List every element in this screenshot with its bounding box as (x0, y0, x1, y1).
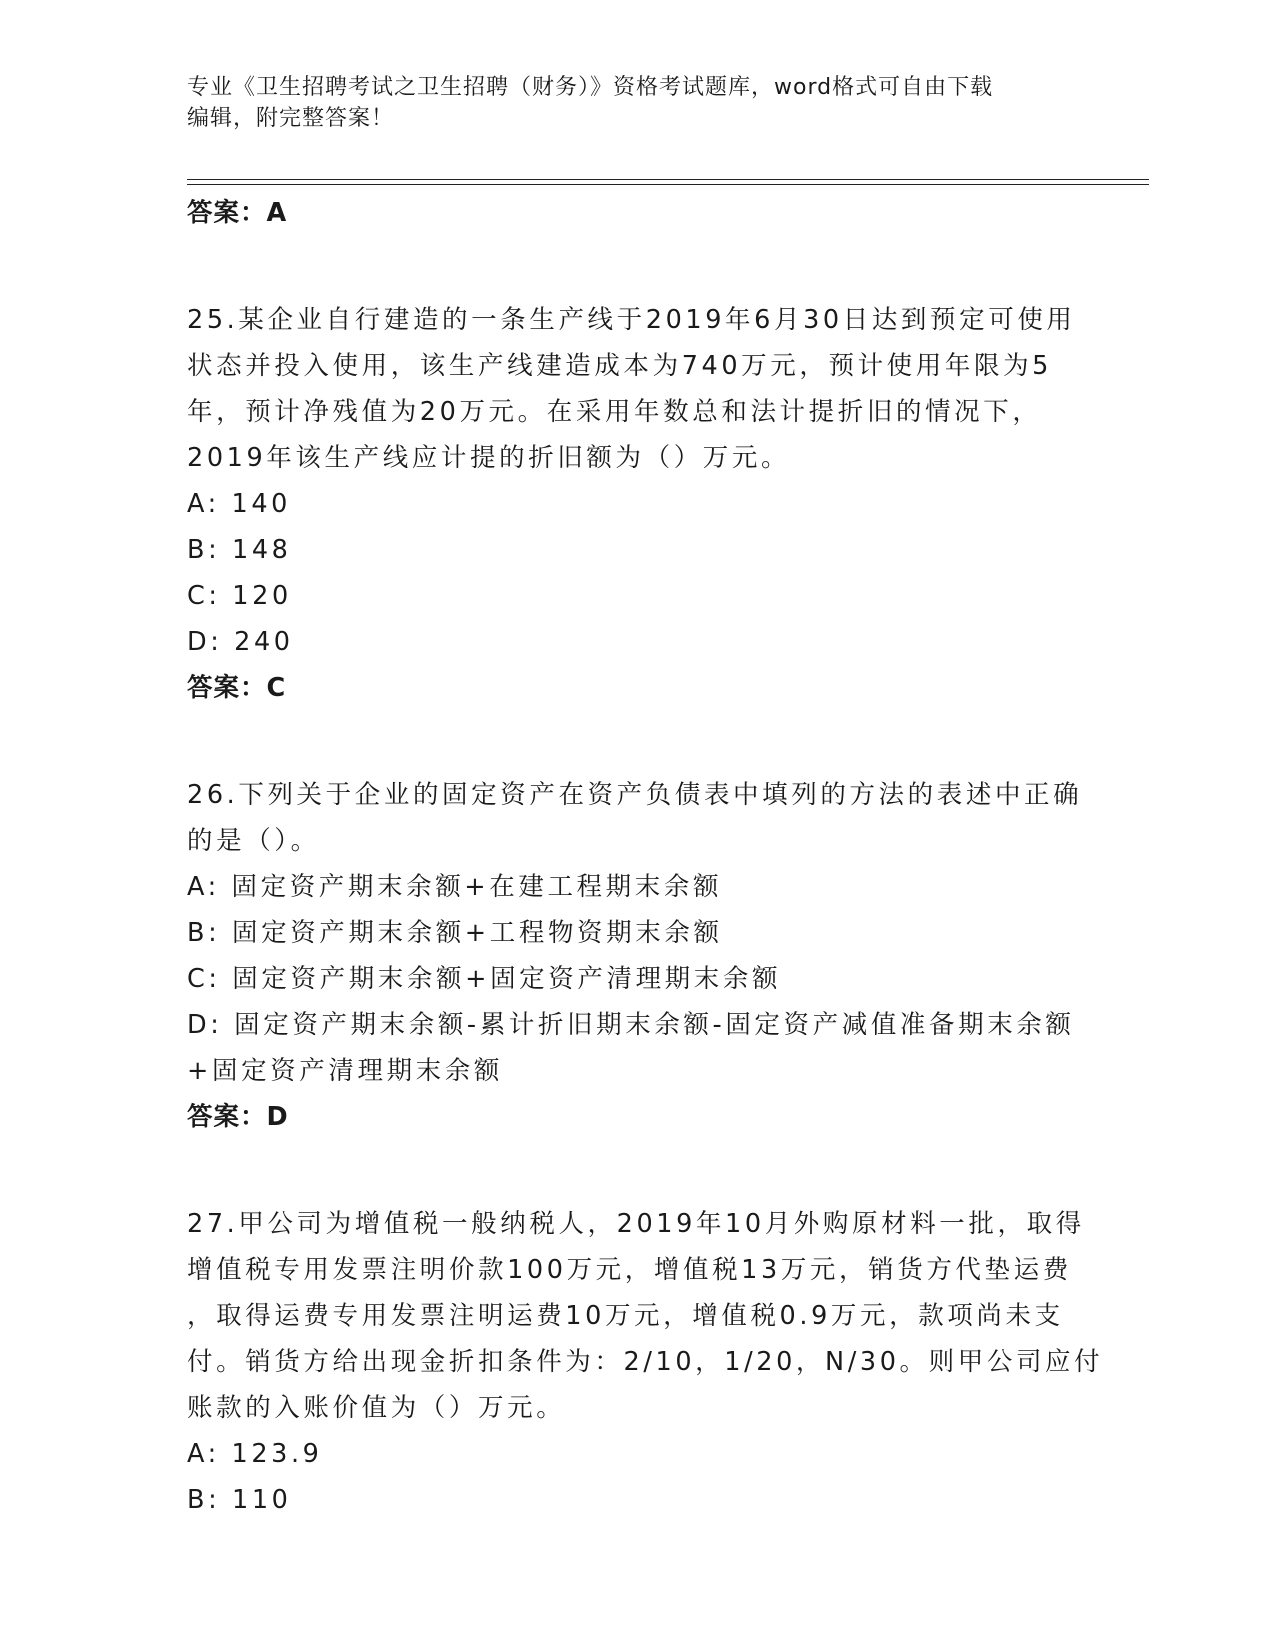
question-stem-line: 增值税专用发票注明价款100万元，增值税13万元，销货方代垫运费 (187, 1255, 1072, 1285)
question-27 (187, 1201, 1104, 1523)
question-stem-line: 状态并投入使用，该生产线建造成本为740万元，预计使用年限为5 (187, 351, 1052, 381)
question-25 (187, 297, 1087, 711)
answer: 答案：C (187, 673, 287, 703)
header-line-2: 编辑，附完整答案！ (187, 106, 395, 131)
question-content (187, 190, 1104, 1523)
option-a: A: 140 (187, 489, 291, 519)
option-d: D: 固定资产期末余额-累计折旧期末余额-固定资产减值准备期末余额 (187, 1010, 1075, 1040)
previous-answer: 答案：A (187, 198, 288, 228)
option-d: D: 240 (187, 627, 294, 657)
question-stem-line: 26.下列关于企业的固定资产在资产负债表中填列的方法的表述中正确 (187, 780, 1083, 810)
option-a: A: 123.9 (187, 1439, 323, 1469)
option-a: A: 固定资产期末余额+在建工程期末余额 (187, 872, 723, 902)
header-divider-bottom (187, 184, 1149, 185)
question-stem-line: 27.甲公司为增值税一般纳税人，2019年10月外购原材料一批，取得 (187, 1209, 1085, 1239)
document-header (187, 72, 1087, 134)
header-divider-top (187, 179, 1149, 180)
question-stem-line: 2019年该生产线应计提的折旧额为（）万元。 (187, 443, 791, 473)
answer: 答案：D (187, 1102, 289, 1132)
option-c: C: 固定资产期末余额+固定资产清理期末余额 (187, 964, 782, 994)
question-stem-line: 的是（）。 (187, 826, 320, 856)
question-26 (187, 772, 1087, 1140)
header-line-1: 专业《卫生招聘考试之卫生招聘（财务）》资格考试题库，word格式可自由下载 (187, 75, 994, 100)
question-stem-line: 付。销货方给出现金折扣条件为：2/10，1/20，N/30。则甲公司应付 (187, 1347, 1104, 1377)
question-stem-line: 25.某企业自行建造的一条生产线于2019年6月30日达到预定可使用 (187, 305, 1076, 335)
option-b: B: 固定资产期末余额+工程物资期末余额 (187, 918, 723, 948)
option-b: B: 148 (187, 535, 292, 565)
option-c: C: 120 (187, 581, 292, 611)
question-stem-line: 账款的入账价值为（）万元。 (187, 1393, 566, 1423)
option-b: B: 110 (187, 1485, 292, 1515)
question-stem-line: ，取得运费专用发票注明运费10万元，增值税0.9万元，款项尚未支 (187, 1301, 1064, 1331)
option-d-continued: +固定资产清理期末余额 (187, 1056, 503, 1086)
question-stem-line: 年，预计净残值为20万元。在采用年数总和法计提折旧的情况下， (187, 397, 1042, 427)
